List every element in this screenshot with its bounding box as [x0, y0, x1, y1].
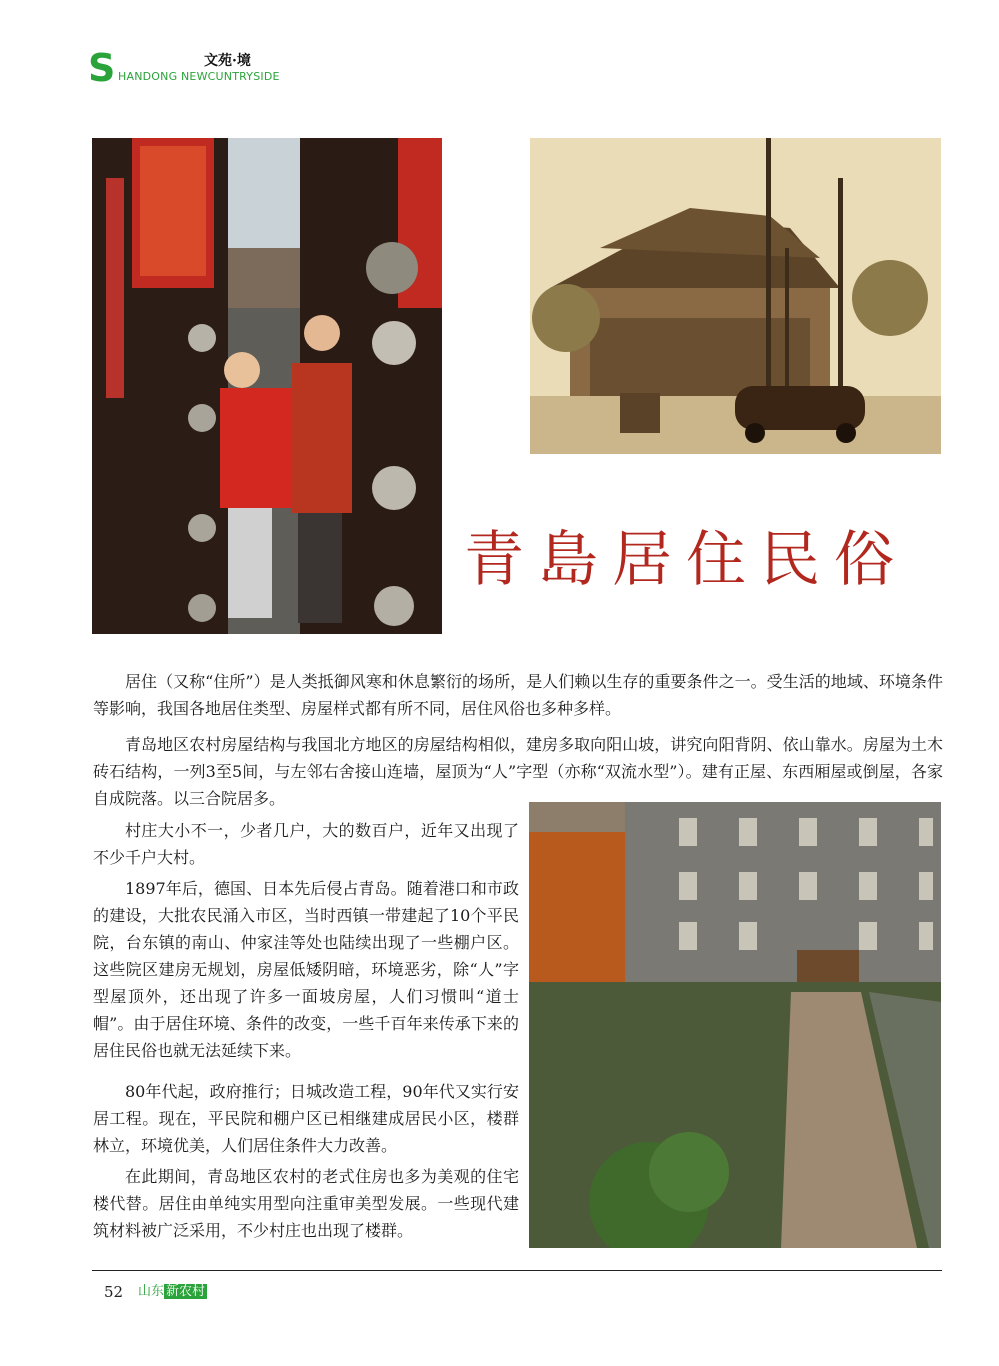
paragraph-rural-houses: 青岛地区农村房屋结构与我国北方地区的房屋结构相似，建房多取向阳山坡，讲究向阳背阴、依山靠水。房屋为土木砖石结构，一列3至5间，与左邻右舍接山连墙，屋顶为“人”字型（亦称“双流水型”）。建有正屋、东西厢屋或倒屋，各家自成院落。以三合院居多。: [93, 735, 943, 808]
paragraph-intro: 居住（又称“住所”）是人类抵御风寒和休息繁衍的场所，是人们赖以生存的重要条件之一。受生活的地域、环境条件等影响，我国各地居住类型、房屋样式都有所不同，居住风俗也多种多样。: [93, 672, 943, 718]
logo-letter: S: [88, 46, 116, 90]
temple-vintage-photo: [530, 138, 941, 454]
magazine-logo: [88, 48, 288, 88]
doorway-children-photo: [92, 138, 442, 634]
doorway-illustration: [92, 138, 442, 634]
paragraph-modern-housing: 在此期间，青岛地区农村的老式住房也多为美观的住宅楼代替。居住由单纯实用型向注重审美型发展。一些现代建筑材料被广泛采用，不少村庄也出现了楼群。: [93, 1167, 519, 1240]
article-title: 青島居住民俗: [464, 525, 908, 595]
footer-brand: [138, 1283, 207, 1301]
section-category: 文苑·境: [204, 53, 251, 69]
modern-building-illustration: [529, 802, 941, 1248]
paragraph-history-1897: 1897年后，德国、日本先后侵占青岛。随着港口和市政的建设，大批农民涌入市区，当时西镇一带建起了10个平民院，台东镇的南山、仲家洼等处也陆续出现了一些棚户区。这些院区建房无规划，房屋低矮阴暗，环境恶劣，除“人”字型屋顶外，还出现了许多一面坡房屋，人们习惯叫“道士帽”。由于居住环境、条件的改变，一些千百年来传承下来的居住民俗也就无法延续下来。: [93, 879, 519, 1060]
logo-subtitle: HANDONG NEWCUNTRYSIDE: [118, 70, 280, 83]
footer-rule: [92, 1270, 942, 1271]
footer-brand-plain: 山东: [138, 1284, 165, 1299]
page-number: 52: [104, 1283, 124, 1301]
paragraph-renovation: 80年代起，政府推行；日城改造工程，90年代又实行安居工程。现在，平民院和棚户区已相继建成居民小区，楼群林立，环境优美，人们居住条件大力改善。: [93, 1082, 519, 1155]
paragraph-village-size: 村庄大小不一，少者几户，大的数百户，近年又出现了不少千户大村。: [93, 821, 519, 867]
footer-brand-highlight: 新农村: [166, 1284, 206, 1299]
temple-illustration: [530, 138, 941, 454]
modern-building-photo: [529, 802, 941, 1248]
